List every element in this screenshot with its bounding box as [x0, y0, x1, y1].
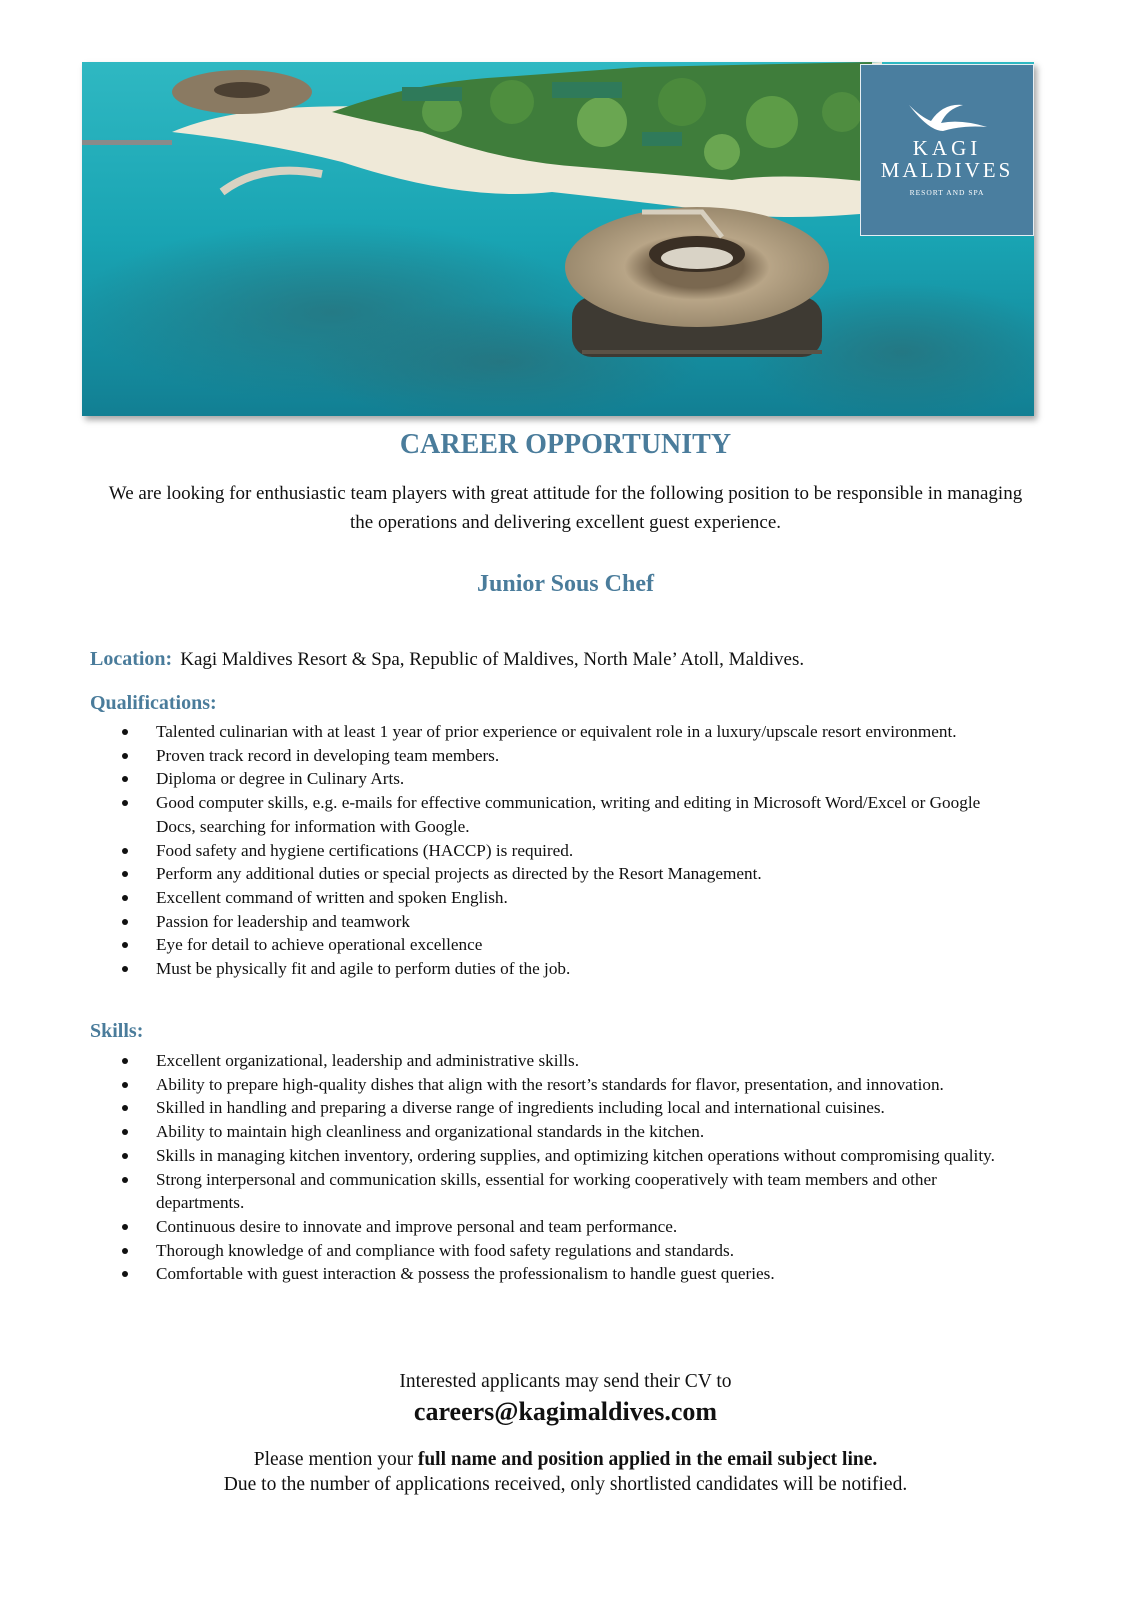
list-item [0, 957, 1131, 981]
bullet-icon [122, 776, 128, 782]
bullet-icon [122, 1105, 128, 1111]
location-label: Location: [90, 648, 173, 670]
note-bold: full name and position applied in the email subject line. [417, 1449, 878, 1470]
bullet-icon [122, 895, 128, 901]
list-item-text: Must be physically fit and agile to perform duties of the job. [156, 959, 571, 979]
list-item [0, 720, 1131, 744]
location-value: Kagi Maldives Resort & Spa, Republic of Maldives, North Male’ Atoll, Maldives. [180, 649, 805, 670]
shortlist-note: Due to the number of applications received, only shortlisted candidates will be notified. [223, 1474, 908, 1495]
bullet-icon [122, 1224, 128, 1230]
bullet-icon [122, 1082, 128, 1088]
bullet-icon [122, 1153, 128, 1159]
list-item-text: Continuous desire to innovate and improve personal and team performance. [156, 1216, 678, 1236]
careers-email-link[interactable]: careers@kagimaldives.com [413, 1397, 718, 1426]
subject-line-note [0, 1447, 1131, 1473]
list-item-text: Strong interpersonal and communication skills, essential for working cooperatively with team members and other departments. [156, 1169, 937, 1213]
list-item-text: Ability to prepare high-quality dishes that align with the resort’s standards for flavor, presentation, and innovation. [156, 1074, 944, 1094]
location-line [90, 646, 804, 673]
list-item-text: Ability to maintain high cleanliness and organizational standards in the kitchen. [156, 1122, 705, 1142]
list-item-text: Proven track record in developing team members. [156, 745, 500, 765]
list-item [0, 744, 1131, 768]
list-item-text: Skills in managing kitchen inventory, ordering supplies, and optimizing kitchen operations without compromising quality. [156, 1145, 995, 1165]
skills-list [0, 1049, 1131, 1286]
list-item-text: Passion for leadership and teamwork [156, 911, 410, 931]
list-item [0, 1120, 1131, 1144]
list-item-text: Perform any additional duties or special projects as directed by the Resort Management. [156, 864, 762, 884]
list-item-text: Talented culinarian with at least 1 year of prior experience or equivalent role in a luxury/upscale resort environment. [156, 722, 957, 741]
resort-logo [860, 64, 1034, 236]
list-item-text: Food safety and hygiene certifications (HACCP) is required. [156, 840, 574, 860]
bullet-icon [122, 1129, 128, 1135]
bullet-icon [122, 942, 128, 948]
bullet-icon [122, 729, 128, 735]
bullet-icon [122, 919, 128, 925]
list-item-text: Excellent organizational, leadership and administrative skills. [156, 1051, 580, 1070]
list-item [0, 1168, 1131, 1215]
bullet-icon [122, 871, 128, 877]
qualifications-heading: Qualifications: [90, 692, 217, 714]
list-item [0, 1262, 1131, 1286]
bullet-icon [122, 966, 128, 972]
list-item [0, 767, 1131, 791]
list-item [0, 1239, 1131, 1263]
list-item-text: Eye for detail to achieve operational excellence [156, 935, 483, 955]
list-item [0, 1073, 1131, 1097]
intro-text: We are looking for enthusiastic team players with great attitude for the following position to be responsible in managing the operations and delivering excellent guest experience. [108, 483, 1023, 533]
list-item [0, 886, 1131, 910]
list-item [0, 1096, 1131, 1120]
page-title: CAREER OPPORTUNITY [399, 429, 732, 460]
list-item [0, 1049, 1131, 1073]
list-item [0, 1215, 1131, 1239]
list-item-text: Thorough knowledge of and compliance with food safety regulations and standards. [156, 1240, 735, 1260]
bullet-icon [122, 1271, 128, 1277]
logo-subtitle: RESORT AND SPA [909, 188, 985, 197]
position-title: Junior Sous Chef [477, 571, 654, 597]
list-item-text: Comfortable with guest interaction & possess the professionalism to handle guest queries. [156, 1264, 775, 1284]
note-prefix: Please mention your [253, 1449, 418, 1470]
list-item-text: Good computer skills, e.g. e-mails for effective communication, writing and editing in Microsoft Word/Excel or Google Docs, searching for information with Google. [156, 793, 981, 836]
logo-kagi: KAGI [912, 136, 982, 160]
list-item-text: Diploma or degree in Culinary Arts. [156, 769, 405, 789]
qualifications-list [0, 720, 1131, 981]
list-item [0, 933, 1131, 957]
list-item-text: Excellent command of written and spoken English. [156, 887, 508, 907]
bird-icon [903, 99, 993, 135]
bullet-icon [122, 1058, 128, 1064]
skills-heading: Skills: [90, 1020, 144, 1042]
list-item [0, 862, 1131, 886]
bullet-icon [122, 800, 128, 806]
bullet-icon [122, 1248, 128, 1254]
bullet-icon [122, 848, 128, 854]
list-item [0, 791, 1131, 838]
bullet-icon [122, 753, 128, 759]
list-item-text: Skilled in handling and preparing a diverse range of ingredients including local and international cuisines. [156, 1098, 885, 1118]
bullet-icon [122, 1177, 128, 1183]
apply-instruction: Interested applicants may send their CV to [399, 1371, 732, 1392]
logo-maldives: MALDIVES [880, 158, 1014, 182]
list-item [0, 910, 1131, 934]
list-item [0, 1144, 1131, 1168]
list-item [0, 839, 1131, 863]
